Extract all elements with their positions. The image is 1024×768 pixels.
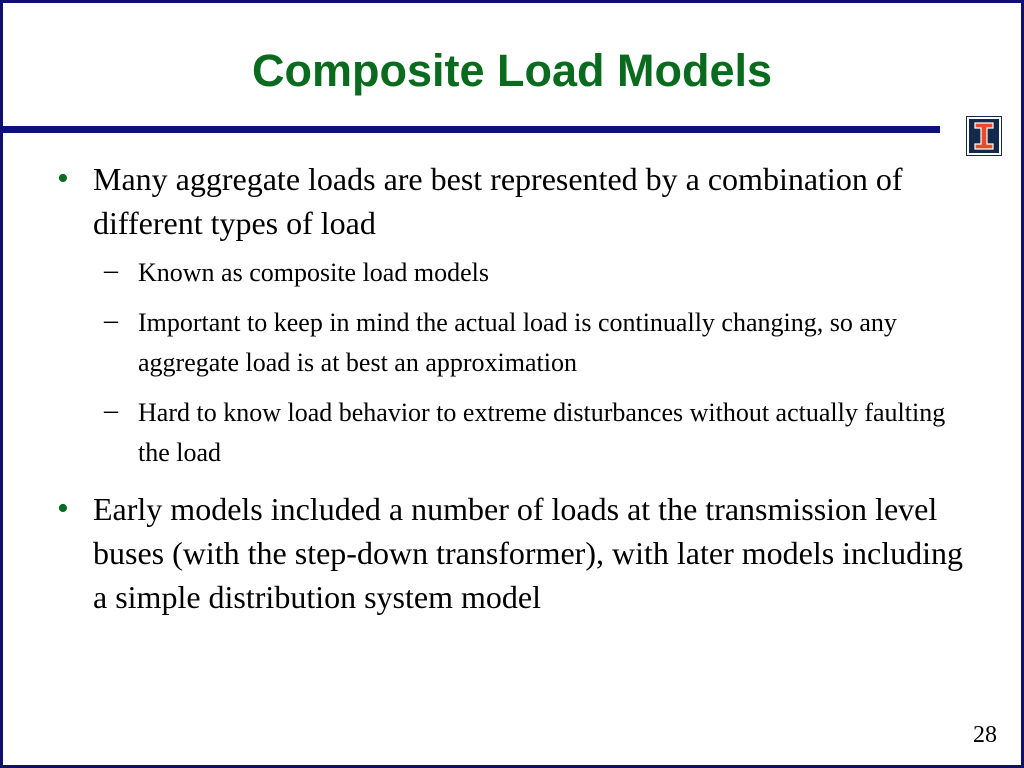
sub-bullet-text: Important to keep in mind the actual load is continually changing, so any aggregate load is at best an approximation	[138, 308, 897, 377]
sub-bullet-list	[51, 253, 981, 473]
bullet-marker: •	[57, 490, 69, 527]
title-divider	[3, 126, 940, 133]
bullet-item	[51, 157, 981, 245]
sub-bullet-item	[51, 253, 981, 293]
bullet-marker: •	[57, 160, 69, 197]
dash-marker: –	[104, 395, 118, 426]
illinois-block-i-icon	[966, 116, 1002, 156]
page-number: 28	[973, 722, 997, 748]
bullet-text: Many aggregate loads are best represented by a combination of different types of load	[93, 161, 903, 241]
bullet-item	[51, 487, 981, 619]
bullet-list	[51, 157, 981, 627]
sub-bullet-text: Hard to know load behavior to extreme disturbances without actually faulting the load	[138, 398, 946, 467]
sub-bullet-item	[51, 393, 981, 473]
sub-bullet-text: Known as composite load models	[138, 258, 489, 287]
slide-title: Composite Load Models	[251, 45, 773, 96]
dash-marker: –	[104, 305, 118, 336]
bullet-text: Early models included a number of loads at the transmission level buses (with the step-down transformer), with later models including a simple distribution system model	[93, 491, 964, 615]
sub-bullet-item	[51, 303, 981, 383]
dash-marker: –	[104, 255, 118, 286]
